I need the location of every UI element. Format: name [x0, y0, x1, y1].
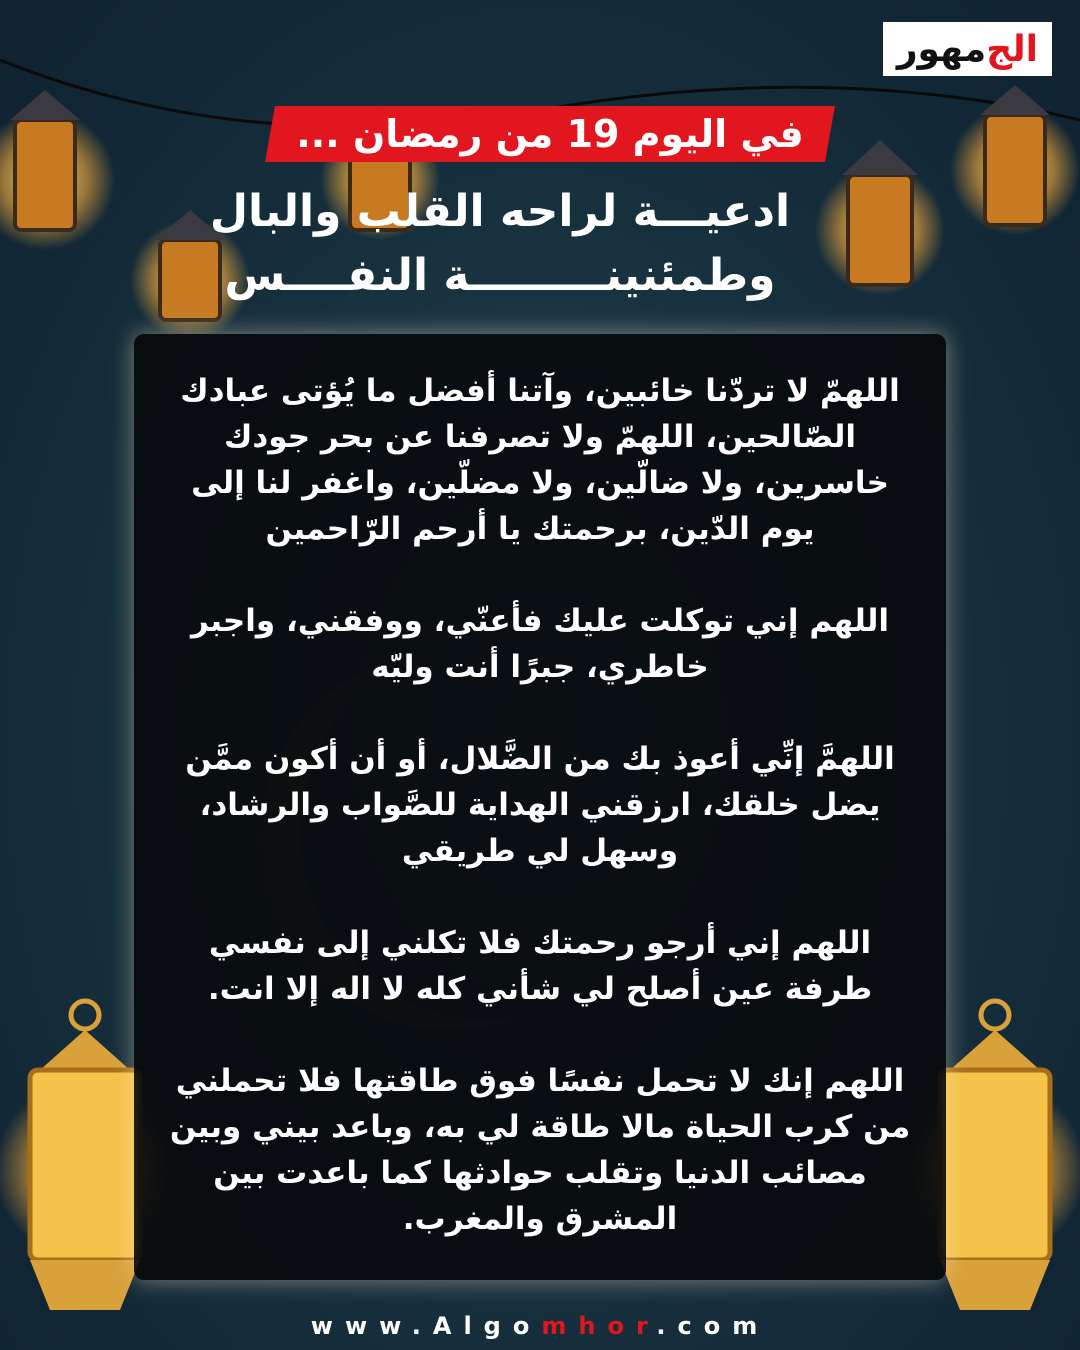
page-title: في اليوم 19 من رمضان ... [296, 112, 804, 156]
logo-part-red: الج [986, 28, 1038, 70]
website-url[interactable] [0, 1312, 1080, 1340]
prayer-item: اللهمَّ إنِّي أعوذ بك من الضَّلال، أو أن أكون ممَّن يضل خلقك، ارزقني الهداية للصَّواب والرشاد، وسهل لي طريقي [185, 741, 895, 869]
brand-logo[interactable] [883, 22, 1052, 76]
subtitle-line-1: ادعيـــة لراحه القلب والبال [209, 186, 791, 237]
url-part-3: .com [656, 1312, 770, 1340]
prayer-item: اللهمّ لا تردّنا خائبين، وآتنا أفضل ما يُؤتى عبادك الصّالحين، اللهمّ ولا تصرفنا عن بحر جودك خاسرين، ولا ضالّين، ولا مضلّين، واغفر لنا إلى يوم الدّين، برحمتك يا أرحم الرّاحمين [180, 373, 900, 547]
subtitle-line-2: وطمئنينـــــــــة النفــــس [224, 250, 776, 301]
logo-part-black: مهور [896, 28, 987, 70]
url-part-2: mhor [541, 1312, 657, 1340]
url-part-1: www.Algo [310, 1312, 542, 1340]
prayer-item: اللهم إنك لا تحمل نفسًا فوق طاقتها فلا تحملني من كرب الحياة مالا طاقة لي به، وباعد بيني وبين مصائب الدنيا وتقلب حوادثها كما باعدت بين المشرق والمغرب. [169, 1063, 911, 1237]
prayer-list [164, 368, 916, 1288]
prayer-item: اللهم إني توكلت عليك فأعنّي، ووفقني، واجبر خاطري، جبرًا أنت وليّه [190, 603, 890, 685]
prayer-item: اللهم إني أرجو رحمتك فلا تكلني إلى نفسي طرفة عين أصلح لي شأني كله لا اله إلا انت. [207, 925, 873, 1007]
page-subtitle [180, 180, 820, 308]
